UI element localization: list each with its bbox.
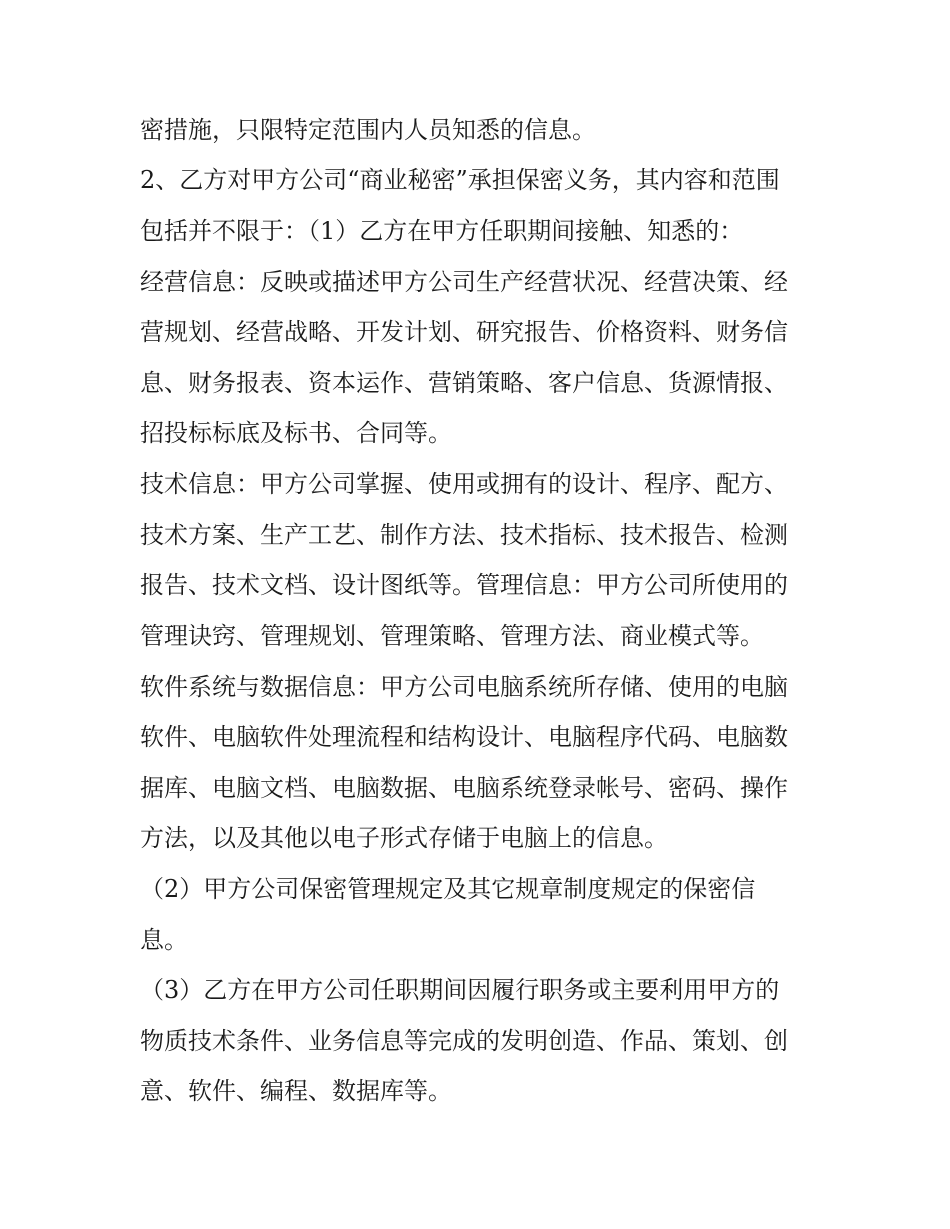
text-line: 技术方案、生产工艺、制作方法、技术指标、技术报告、检测 [140,521,788,549]
text-line: 营规划、经营战略、开发计划、研究报告、价格资料、财务信 [140,318,788,346]
text-line: 2、乙方对甲方公司“商业秘密”承担保密义务，其内容和范围 [140,166,780,194]
text-line: 据库、电脑文档、电脑数据、电脑系统登录帐号、密码、操作 [140,774,788,802]
text-line: 技术信息：甲方公司掌握、使用或拥有的设计、程序、配方、 [140,470,788,498]
text-line: 软件、电脑软件处理流程和结构设计、电脑程序代码、电脑数 [140,723,788,751]
text-line: 物质技术条件、业务信息等完成的发明创造、作品、策划、创 [140,1027,788,1055]
text-line: 软件系统与数据信息：甲方公司电脑系统所存储、使用的电脑 [140,673,788,701]
text-line: 包括并不限于：（1）乙方在甲方任职期间接触、知悉的： [140,217,744,245]
text-line: （2）甲方公司保密管理规定及其它规章制度规定的保密信 [140,875,756,903]
text-line: 息、财务报表、资本运作、营销策略、客户信息、货源情报、 [140,369,788,397]
text-line: 管理诀窍、管理规划、管理策略、管理方法、商业模式等。 [140,622,764,650]
text-line: 方法，以及其他以电子形式存储于电脑上的信息。 [140,824,668,852]
text-line: 经营信息：反映或描述甲方公司生产经营状况、经营决策、经 [140,268,788,296]
text-line: （3）乙方在甲方公司任职期间因履行职务或主要利用甲方的 [140,976,780,1004]
text-line: 意、软件、编程、数据库等。 [140,1077,452,1105]
text-line: 报告、技术文档、设计图纸等。管理信息：甲方公司所使用的 [140,571,788,599]
text-line: 密措施，只限特定范围内人员知悉的信息。 [140,116,596,144]
text-line: 息。 [140,926,188,954]
text-line: 招投标标底及标书、合同等。 [140,419,452,447]
